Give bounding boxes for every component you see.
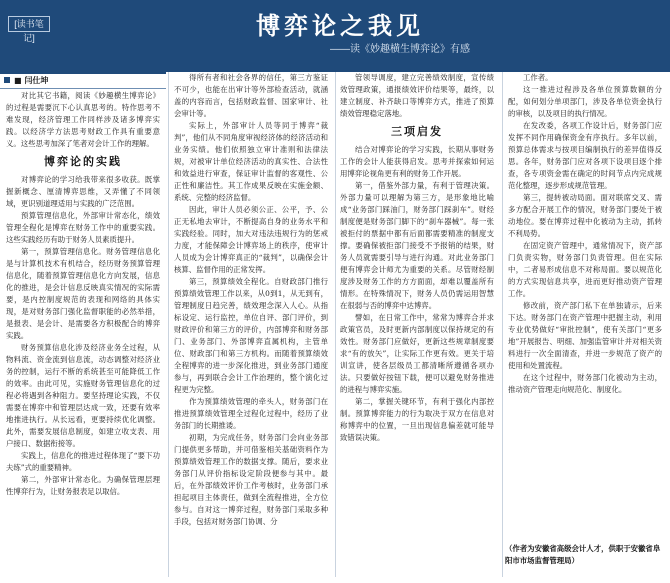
author-note: （作者为安徽省高级会计人才，供职于安徽省阜阳市市场监督管理局） [505, 544, 661, 565]
paragraph: 初期，为完成任务，财务部门会向业务部门提供更多帮助，并可借鉴相关基础资料作为预算绩效管理工作的数据支撑。随后，要求业务部门从评价指标设定阶段便参与其中。最后，在外部绩效评价工作考核时，业务部门承担起项目主体责任，做到全流程推进，全方位参与。自对这一博弈过程，财务部门采取多种手段，包括对财务部门协调、分 [174, 433, 328, 526]
paragraph: 在发改委，各项工作设计后，财务部门应发挥不同作用确保资金有序执行。多年以前，预算总体需求与按项目编制执行的差异值得反思。各年，财务部门应对各项下设项目逐个排查，各专项资金需在确定的时间节点内完成规范化整理，逐步形成规范管理。 [508, 121, 662, 190]
text-column-3 [340, 72, 494, 580]
article-title: 博弈论之我见 [256, 11, 424, 40]
paragraph: 第一，借鉴外部力量，有利于管理决策。外部力量可以理解为第三方，是形象地比喻成“业务部门踩油门，财务部门踩刹车”。财经制度便是财务部门脚下的“刹车器械”。每一张被拒付的票据中都有后面都需要精准的制度支撑。要确保被拒部门接受不予报销的结果，财务人员就需要引导与进行沟通。对此业务部门便有博弈会计师尤为重要的关系。尽管财经制度涉及财务工作的方方面面，却难以覆盖所有情形。在特殊情况下，财务人员仍需运用智慧在很弱与否的博弈中达博弈。 [340, 181, 494, 310]
paragraph: 第三，预算绩效全程化。自财政部门推行预算绩效管理工作以来，从0到1，从无到有，管理制度日趋完善，绩效理念深入人心。从指标设定、运行监控，单位自评、部门评价，到财政评价和第三方的评价，内部博弈和财务部门、业务部门、外部博弈直属机构，主管单位、财政部门和第三方机构。而随着预算绩效全程博弈的进一步深化推进，到业务部门通度参与，再到联合会计工作治理的，整个演化过程更为完整。 [174, 277, 328, 394]
paragraph: 工作者。 [523, 73, 553, 82]
text-column-4 [508, 72, 662, 542]
paragraph: 在这个过程中，财务部门化被动为主动，推动资产管理走向规范化、制度化。 [508, 373, 662, 394]
paragraph: 第二，外部审计常态化。为确保管理层理性博弈行为，让财务报表足以取信。 [6, 475, 160, 496]
author-square-icon [4, 77, 10, 83]
paragraph: 财务预算信息化涉及经济业务全过程，从物料流、资金流到信息流，动态调整对经济业务的控制，运行不断的系统甚至可能降低工作的效率。由此可见，实施财务管理信息化的过程必将遇到各种阻力。要坚持理论实践，不仅需要在博弈中和管理层达成一致，还要有效率地推进执行。从长远看，更要持续优化调整。此外，需要发展信息制度，如建立收支表、用户接口、数据衔接等。 [6, 343, 160, 448]
paragraph: 对比其它书籍，阅读《妙趣横生博弈论》的过程是需要沉下心认真思考的。特作思考不难发现，经济管理工作同样涉及诸多博弈实践。以经济学方法思考财政工作具有重要意义。这些思考加深了笔者对会计工作的理解。 [6, 91, 160, 148]
column-divider [502, 72, 503, 577]
paragraph: 实际上，外部审计人员等同于博弈“裁判”，他们从不同角度审视经济体的经济活动和业务实绩。他们依照独立审计准则和法律法规，对被审计单位经济活动的真实性、合法性和效益进行审查，保证审计监督的客观性、公正性和廉洁性。其工作成果反映在实施金额、系统、完整的经济监督。 [174, 121, 328, 202]
article-header [0, 0, 670, 72]
paragraph: 实践上，信息化的推进过程体现了“要下功夫练”式的重要精神。 [6, 451, 160, 472]
paragraph: 第一，预算管理信息化。财务管理信息化是与计算机技术有机结合，经历财务预算管理信息化，随着预算管理信息化方向发展，信息化的推进，是会计信息反映真实情况的实际需要，是内控制度规范的表现和网络的具体实现，是对财务部门强化监督职能的必然举措，是报表、是会计、是需要各方积极配合的博弈实践。 [6, 247, 160, 340]
paragraph: 结合对博弈论的学习实践，长期从事财务工作的会计人能获得启发。思考并探索如何运用博弈论视角更有利的财务工作开展。 [340, 145, 494, 178]
paragraph: 因此，审计人员必须公正、公平，予、公正无私地去审计，不断提高自身的业务水平和实践经验。同时，加大对违法违规行为的惩戒力度，才能保障会计博弈场上的秩序，使审计人员成为会计博弈真正的“裁判”，以确保会计核算、监督作用的正常发挥。 [174, 205, 328, 274]
paragraph: 第三，提转被动局面。面对联席交叉、需多方配合开展工作的情况，财务部门要处于被动地位。要在博弈过程中化被动为主动，抓转不利局势。 [508, 193, 662, 238]
text-column-2 [174, 72, 328, 580]
paragraph: 得所有者和社会各界的信任，第三方鉴证不可少，也能在出审计等外部检查活动，就涵盖的内容而言，包括财政监督、国家审计、社会审计等。 [174, 73, 328, 118]
column-divider [335, 72, 336, 577]
paragraph: 修改前，资产部门私下在单独请示，后来下达。财务部门在资产管理中把握主动，利用专业优势做好“审批控制”，使有关部门“更多地”开展报告、明细、加强监管审计并对相关资料进行一次全面清查，并进一步规范了资产的使用和处置流程。 [508, 301, 662, 370]
section-heading: 三项启发 [391, 125, 443, 138]
paragraph: 作为预算绩效管理的牵头人，财务部门在推进预算绩效管理全过程化过程中，经历了业务部门的长期推诿。 [174, 397, 328, 430]
paragraph: 第二，掌握关键环节，有利于强化内部控制。预算博弈能力的行为取决于双方在信息对称博弈中的位置，一旦出现信息偏差就可能导致错误决策。 [340, 397, 494, 442]
paragraph: 对博弈论的学习给我带来很多收获。既掌握新概念、厘清博弈思维，又弄懂了不同领域，更识别道理适用与实践的广泛范围。 [6, 175, 160, 208]
text-column-1 [6, 90, 160, 580]
section-heading: 博弈论的实践 [44, 155, 122, 168]
author-name: ■ 闫仕坤 [14, 75, 49, 85]
column-divider [168, 72, 169, 577]
paragraph: 譬如，在日常工作中，常常为博弈合并求政策官员，及时更新内部制度以保持规定的有效性。财务部门应做好，更新这些规章制度要求“有的放矢”，让实际工作更有效。更关于培训宣讲，使各层级员工都清晰所遵循各项办法。只要做好按钮下载，便可以避免财务推进的进程与博弈实施。 [340, 313, 494, 394]
paragraph: 管领导调度，建立完善绩效制度，宣传绩效管理政策，通报绩效评价结果等，最终，以建立制度、补齐缺口等博弈方式，推进了预算绩效管理稳定落地。 [340, 73, 494, 118]
paragraph: 这一推进过程涉及各单位预算数额的分配，如何划分单项部门，涉及各单位资金执行的审核，以及项目的执行情况。 [508, 85, 662, 118]
author-bar [0, 72, 166, 89]
section-tag: [读书笔记] [8, 16, 50, 32]
article-subtitle: ——读《妙趣横生博弈论》有感 [330, 44, 470, 55]
paragraph: 在固定资产管理中，通常情况下，资产部门负责实物，财务部门负责管理。但在实际中，二者易形成信息不对称局面。要以规范化的方式实现信息共享，进而更好推动资产管理工作。 [508, 241, 662, 298]
paragraph: 预算管理信息化，外部审计常态化，绩效管理全程化是博弈在财务工作中的重要实践。这些实践经历有助于财务人员素质提升。 [6, 211, 160, 244]
